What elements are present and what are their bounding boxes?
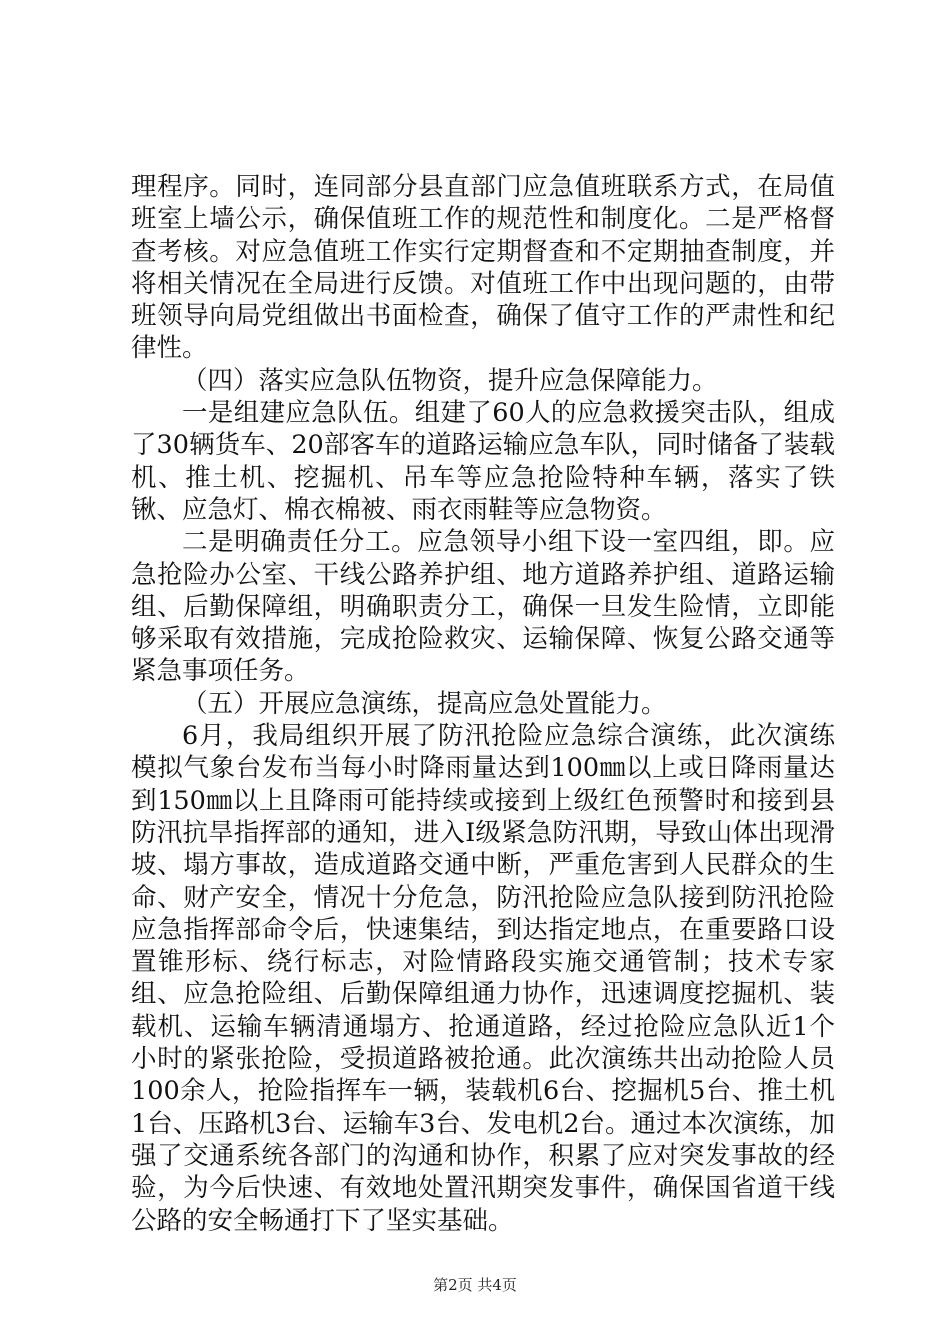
section-heading: （五）开展应急演练，提高应急处置能力。 bbox=[182, 688, 667, 719]
paragraph: 6月，我局组织开展了防汛抢险应急综合演练，此次演练模拟气象台发布当每小时降雨量达到100㎜以上或日降雨量达到150㎜以上且降雨可能持续或接到上级红色预警时和接到县防汛抗旱指挥部的通知，进入Ⅰ级紧急防汛期，导致山体出现滑坡、塌方事故，造成道路交通中断，严重危害到人民群众的生命、财产安全，情况十分危急，防汛抢险应急队接到防汛抢险应急指挥部命令后，快速集结，到达指定地点，在重要路口设置锥形标、绕行标志，对险情路段实施交通管制；技术专家组、应急抢险组、后勤保障组通力协作，迅速调度挖掘机、装载机、运输车辆清通塌方、抢通道路，经过抢险应急队近1个小时的紧张抢险，受损道路被抢通。此次演练共出动抢险人员100余人，抢险指挥车一辆，装载机6台、挖掘机5台、推土机1台、压路机3台、运输车3台、发电机2台。通过本次演练，加强了交通系统各部门的沟通和协作，积累了应对突发事故的经验，为今后快速、有效地处置汛期突发事件，确保国省道干线公路的安全畅通打下了坚实基础。 bbox=[131, 721, 835, 1236]
document-body bbox=[131, 171, 835, 1237]
paragraph: 一是组建应急队伍。组建了60人的应急救援突击队，组成了30辆货车、20部客车的道路运输应急车队，同时储备了装载机、推土机、挖掘机、吊车等应急抢险特种车辆，落实了铁锹、应急灯、棉衣棉被、雨衣雨鞋等应急物资。 bbox=[131, 398, 835, 525]
paragraph: 理程序。同时，连同部分县直部门应急值班联系方式，在局值班室上墙公示，确保值班工作的规范性和制度化。二是严格督查考核。对应急值班工作实行定期督查和不定期抽查制度，并将相关情况在全局进行反馈。对值班工作中出现问题的，由带班领导向局党组做出书面检查，确保了值守工作的严肃性和纪律性。 bbox=[131, 172, 835, 364]
page-footer: 第2页 共4页 bbox=[433, 1276, 517, 1294]
section-heading: （四）落实应急队伍物资，提升应急保障能力。 bbox=[182, 365, 718, 396]
paragraph: 二是明确责任分工。应急领导小组下设一室四组，即。应急抢险办公室、干线公路养护组、地方道路养护组、道路运输组、后勤保障组，明确职责分工，确保一旦发生险情，立即能够采取有效措施，完成抢险救灾、运输保障、恢复公路交通等紧急事项任务。 bbox=[131, 527, 835, 687]
